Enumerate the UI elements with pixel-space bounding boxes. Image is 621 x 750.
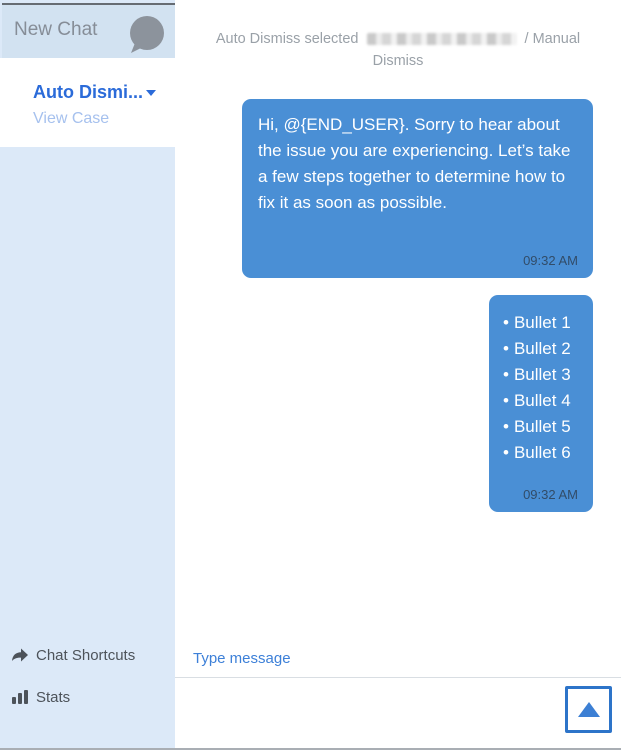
sidebar-item-chat-shortcuts[interactable] [10,640,175,670]
new-chat-button[interactable] [2,3,175,58]
bullet-dot: • [503,313,509,332]
bullet-dot: • [503,417,509,436]
message-timestamp: 09:32 AM [523,253,578,268]
message-input[interactable]: Type message [193,650,291,667]
message-text: Hi, @{END_USER}. Sorry to hear about the issue you are experiencing. Let’s take a few steps together to determine how to fix it as soon as possible. [258,115,571,212]
chat-message-bubble [489,295,593,512]
bullet-dot: • [503,443,509,462]
sidebar-item-label: Chat Shortcuts [36,646,136,664]
chat-header-suffix: / Manual [524,31,581,47]
sidebar-footer [0,634,175,718]
bullet-item [503,440,593,466]
sidebar [0,0,175,750]
chat-header-prefix: Auto Dismiss selected [215,31,359,47]
bullet-text: Bullet 1 [513,313,571,332]
bar-chart-icon [10,687,30,707]
conversation-panel [0,58,175,147]
sidebar-item-stats[interactable] [10,682,175,712]
bullet-text: Bullet 6 [513,443,571,462]
conversation-title-label: Auto Dismi... [33,82,144,102]
chat-header-line2: Dismiss [372,53,424,69]
message-timestamp: 09:32 AM [523,487,578,502]
chat-bubble-icon [123,13,167,57]
chevron-down-icon [146,90,156,96]
composer-divider [175,677,621,678]
bullet-item [503,336,593,362]
chat-message-bubble [242,99,593,278]
chat-main [175,0,621,750]
bullet-item [503,362,593,388]
bullet-dot: • [503,339,509,358]
bullet-text: Bullet 4 [513,391,571,410]
sidebar-item-label: Stats [36,688,71,706]
bullet-text: Bullet 3 [513,365,571,384]
bullet-item [503,310,593,336]
bullet-item [503,388,593,414]
bullet-dot: • [503,365,509,384]
send-button[interactable] [565,686,612,733]
redacted-name [367,33,517,45]
conversation-title-dropdown[interactable] [33,82,156,103]
chat-header-status [198,28,598,72]
new-chat-label: New Chat [14,19,98,40]
forward-arrow-icon [10,645,30,665]
bullet-text: Bullet 2 [513,339,571,358]
send-triangle-icon [578,702,600,717]
bullet-dot: • [503,391,509,410]
bullet-text: Bullet 5 [513,417,571,436]
bullet-item [503,414,593,440]
view-case-link[interactable]: View Case [33,110,110,127]
